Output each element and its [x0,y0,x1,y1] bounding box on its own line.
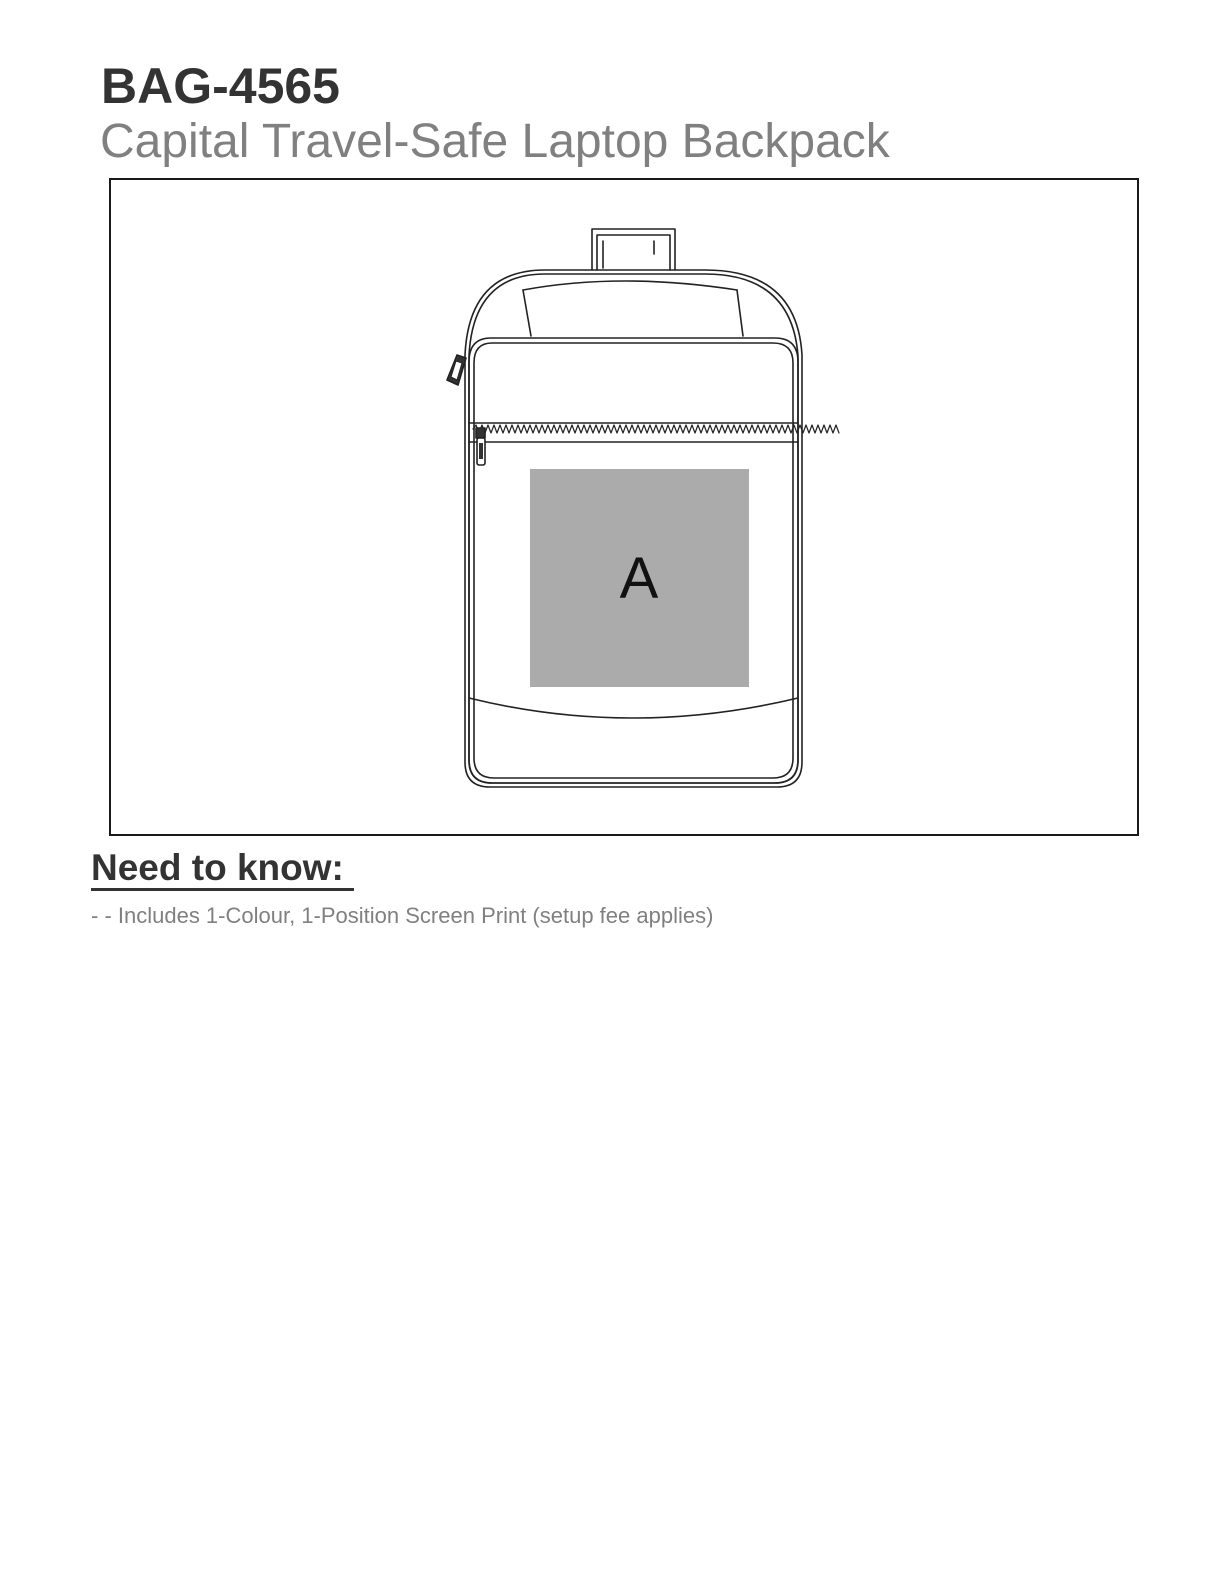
need-to-know-heading: Need to know: [91,847,344,888]
product-name: Capital Travel-Safe Laptop Backpack [100,115,890,168]
product-drawing-frame [109,178,1139,836]
need-to-know-list [91,902,713,930]
print-area [530,469,749,687]
bottom-seam [469,698,798,718]
backpack-line-drawing [111,180,1137,834]
front-zipper-pull [476,428,485,465]
print-area-label: A [619,546,659,611]
list-item: - - Includes 1-Colour, 1-Position Screen Print (setup fee applies) [91,903,714,928]
product-code: BAG-4565 [101,58,340,114]
side-zipper-pull [447,355,466,385]
zipper-track [469,423,839,442]
grab-handle [592,229,675,270]
heading-underline [91,888,354,891]
